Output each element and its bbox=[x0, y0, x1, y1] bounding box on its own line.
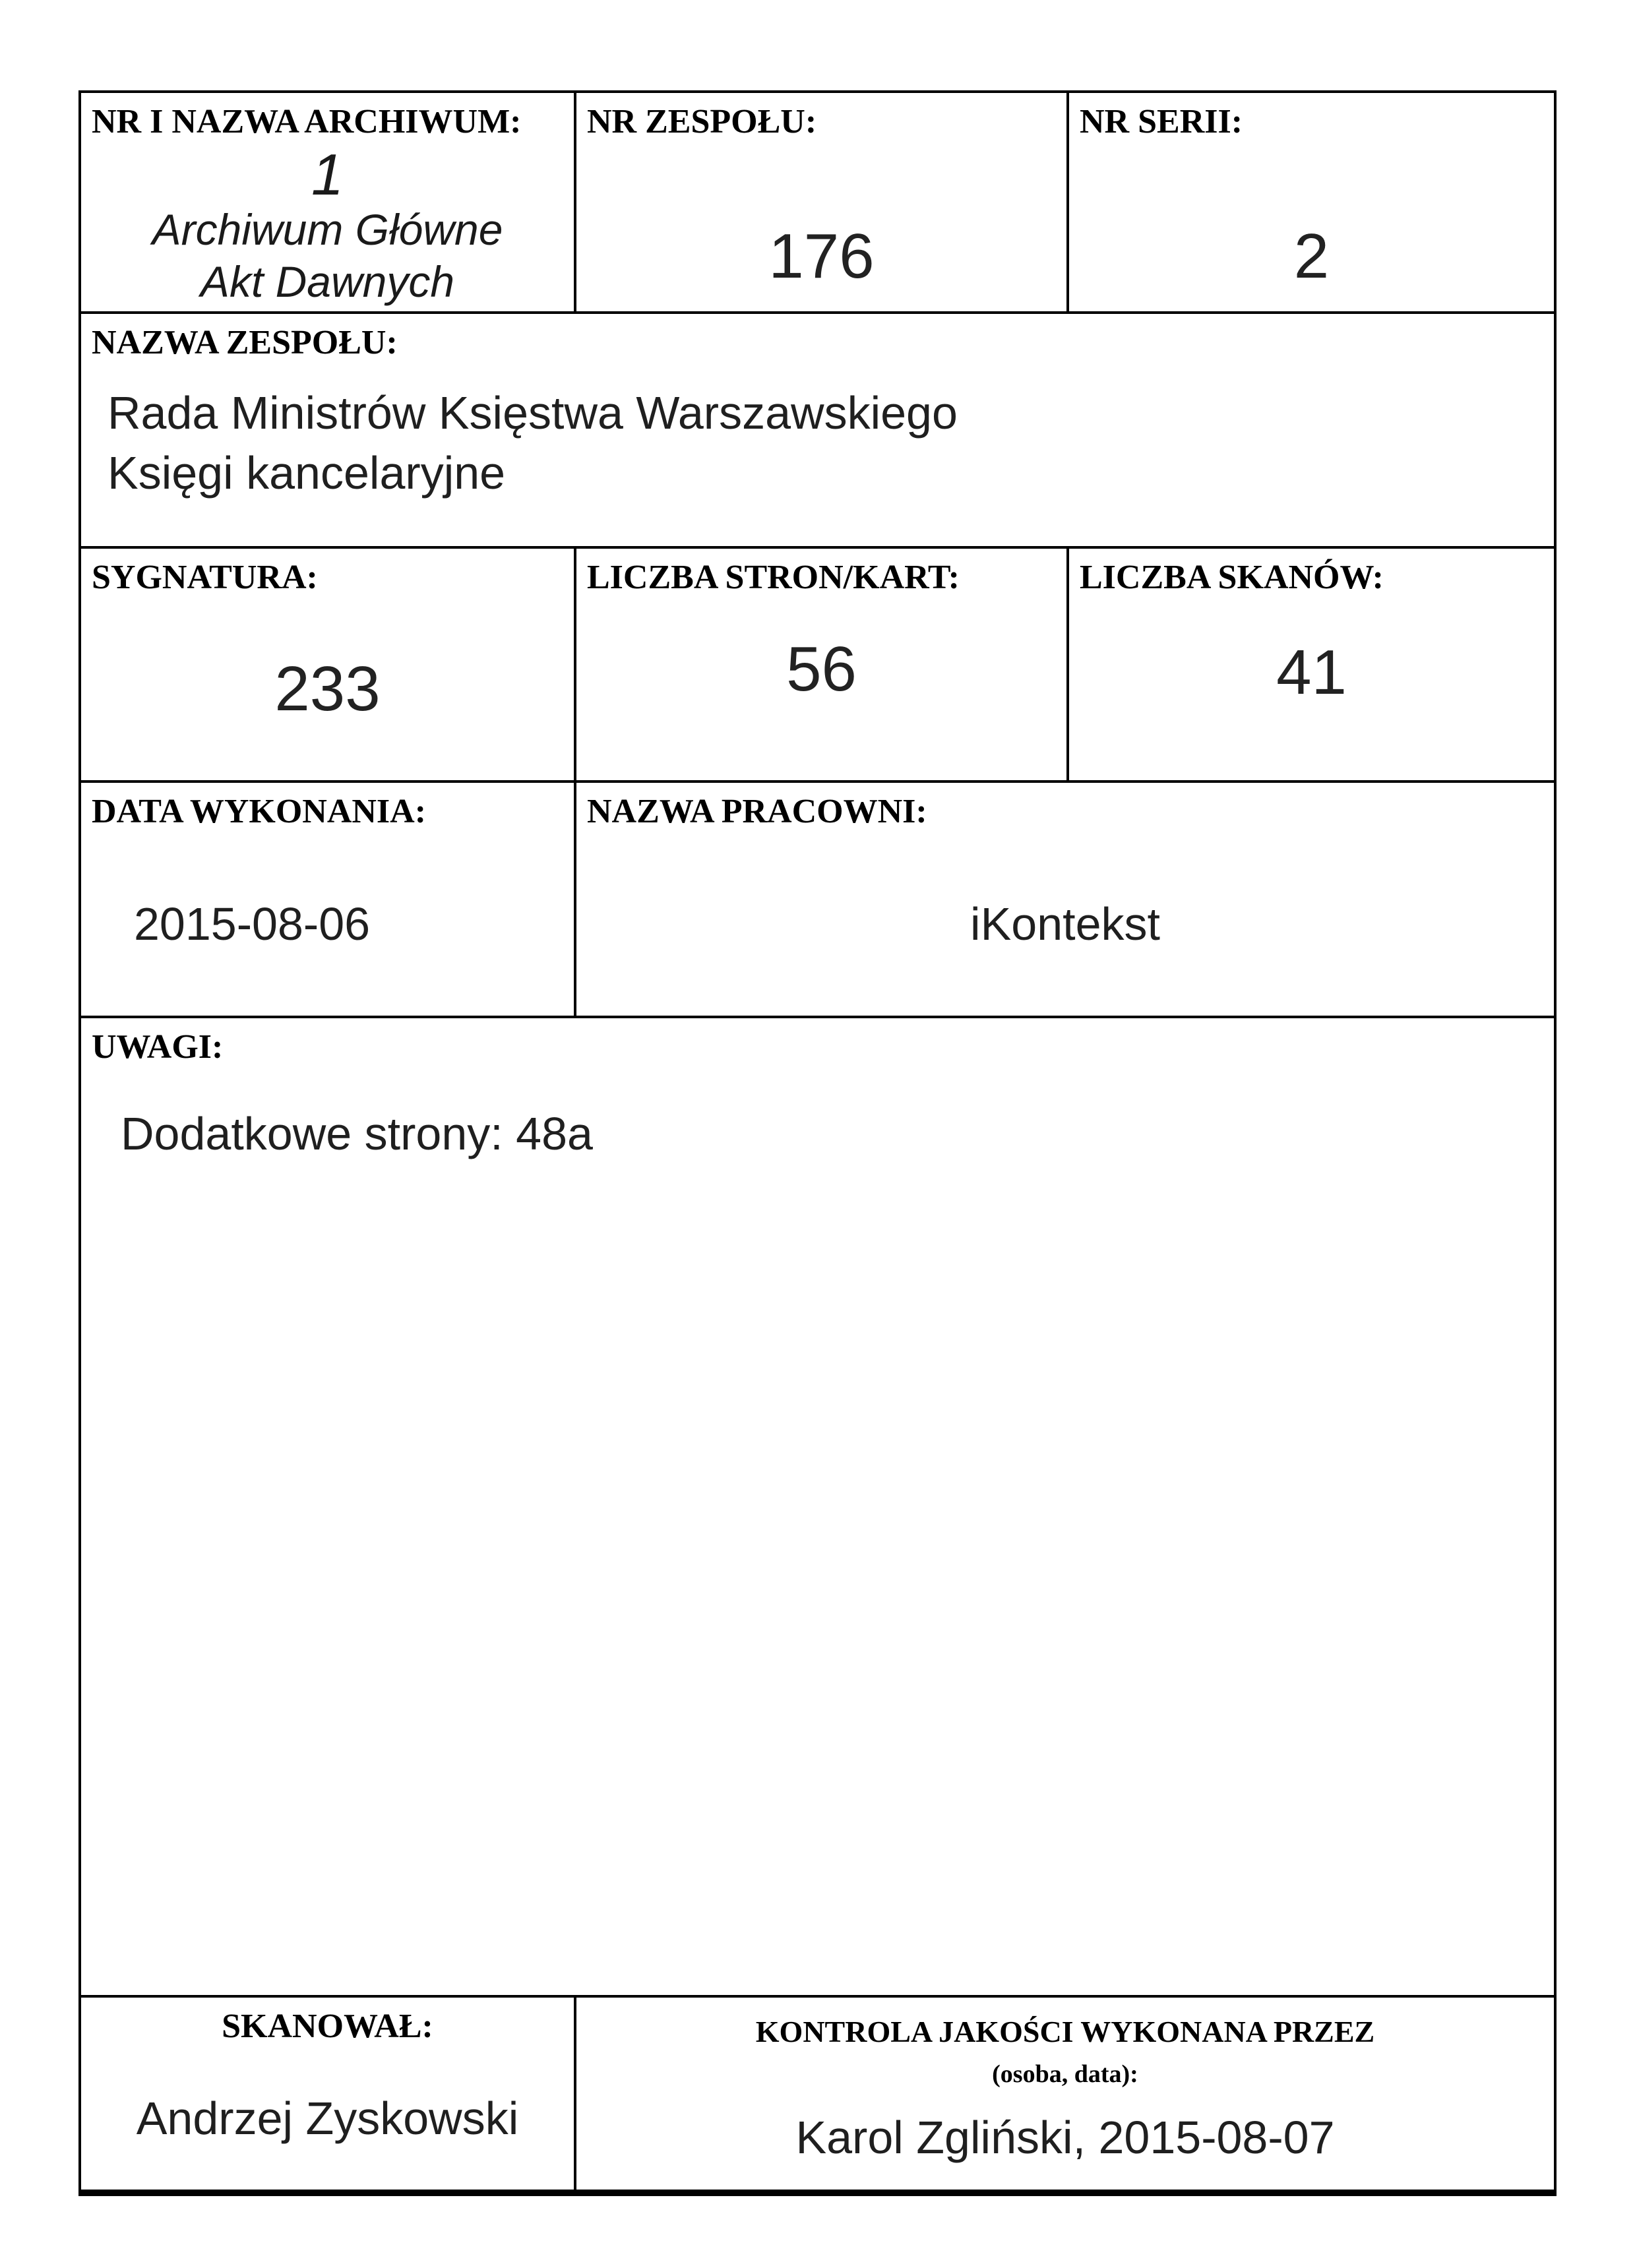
archive-number: 1 bbox=[311, 142, 344, 208]
archival-metadata-form bbox=[78, 90, 1557, 2196]
cell-studio bbox=[574, 783, 1554, 1016]
row-signoff bbox=[81, 1995, 1554, 2190]
scanned-by-label: SKANOWAŁ: bbox=[222, 2007, 433, 2045]
fonds-number-value: 176 bbox=[768, 221, 875, 292]
quality-control-value: Karol Zgliński, 2015-08-07 bbox=[795, 2111, 1335, 2163]
studio-value: iKontekst bbox=[970, 898, 1160, 950]
remarks-value: Dodatkowe strony: 48a bbox=[121, 1108, 593, 1160]
scans-count-value: 41 bbox=[1276, 637, 1347, 708]
row-fonds-name bbox=[81, 311, 1554, 546]
cell-pages-count bbox=[574, 549, 1066, 780]
quality-control-sublabel: (osoba, data): bbox=[992, 2060, 1138, 2089]
fonds-number-label: NR ZESPOŁU: bbox=[587, 103, 817, 140]
cell-scanned-by bbox=[81, 1998, 574, 2190]
cell-fonds-name bbox=[81, 314, 1554, 546]
fonds-name-label: NAZWA ZESPOŁU: bbox=[92, 324, 398, 361]
row-archive bbox=[81, 93, 1554, 311]
archive-name-line1: Archiwum Główne bbox=[152, 205, 503, 255]
scanned-by-value: Andrzej Zyskowski bbox=[136, 2092, 519, 2144]
row-remarks bbox=[81, 1016, 1554, 1995]
series-number-value: 2 bbox=[1293, 221, 1330, 292]
archive-value-group bbox=[81, 142, 574, 311]
quality-control-label: KONTROLA JAKOŚCI WYKONANA PRZEZ bbox=[755, 2015, 1375, 2048]
pages-count-value: 56 bbox=[786, 634, 857, 705]
signature-label: SYGNATURA: bbox=[92, 559, 318, 596]
archive-label: NR I NAZWA ARCHIWUM: bbox=[92, 103, 522, 140]
cell-remarks bbox=[81, 1018, 1554, 1995]
cell-scan-date bbox=[81, 783, 574, 1016]
cell-fonds-number bbox=[574, 93, 1066, 311]
series-number-label: NR SERII: bbox=[1080, 103, 1243, 140]
cell-archive bbox=[81, 93, 574, 311]
cell-series-number bbox=[1066, 93, 1554, 311]
scan-date-value: 2015-08-06 bbox=[134, 898, 371, 950]
pages-count-label: LICZBA STRON/KART: bbox=[587, 559, 960, 596]
signature-value: 233 bbox=[274, 654, 381, 725]
archive-name-line2: Akt Dawnych bbox=[200, 257, 455, 307]
row-execution bbox=[81, 780, 1554, 1016]
fonds-name-line2: Księgi kancelaryjne bbox=[108, 447, 506, 499]
fonds-name-line1: Rada Ministrów Księstwa Warszawskiego bbox=[108, 387, 958, 439]
scan-date-label: DATA WYKONANIA: bbox=[92, 793, 427, 830]
cell-signature bbox=[81, 549, 574, 780]
studio-label: NAZWA PRACOWNI: bbox=[587, 793, 927, 830]
cell-scans-count bbox=[1066, 549, 1554, 780]
remarks-label: UWAGI: bbox=[92, 1028, 224, 1066]
row-signature bbox=[81, 546, 1554, 780]
scans-count-label: LICZBA SKANÓW: bbox=[1080, 559, 1384, 596]
cell-quality-control bbox=[574, 1998, 1554, 2190]
